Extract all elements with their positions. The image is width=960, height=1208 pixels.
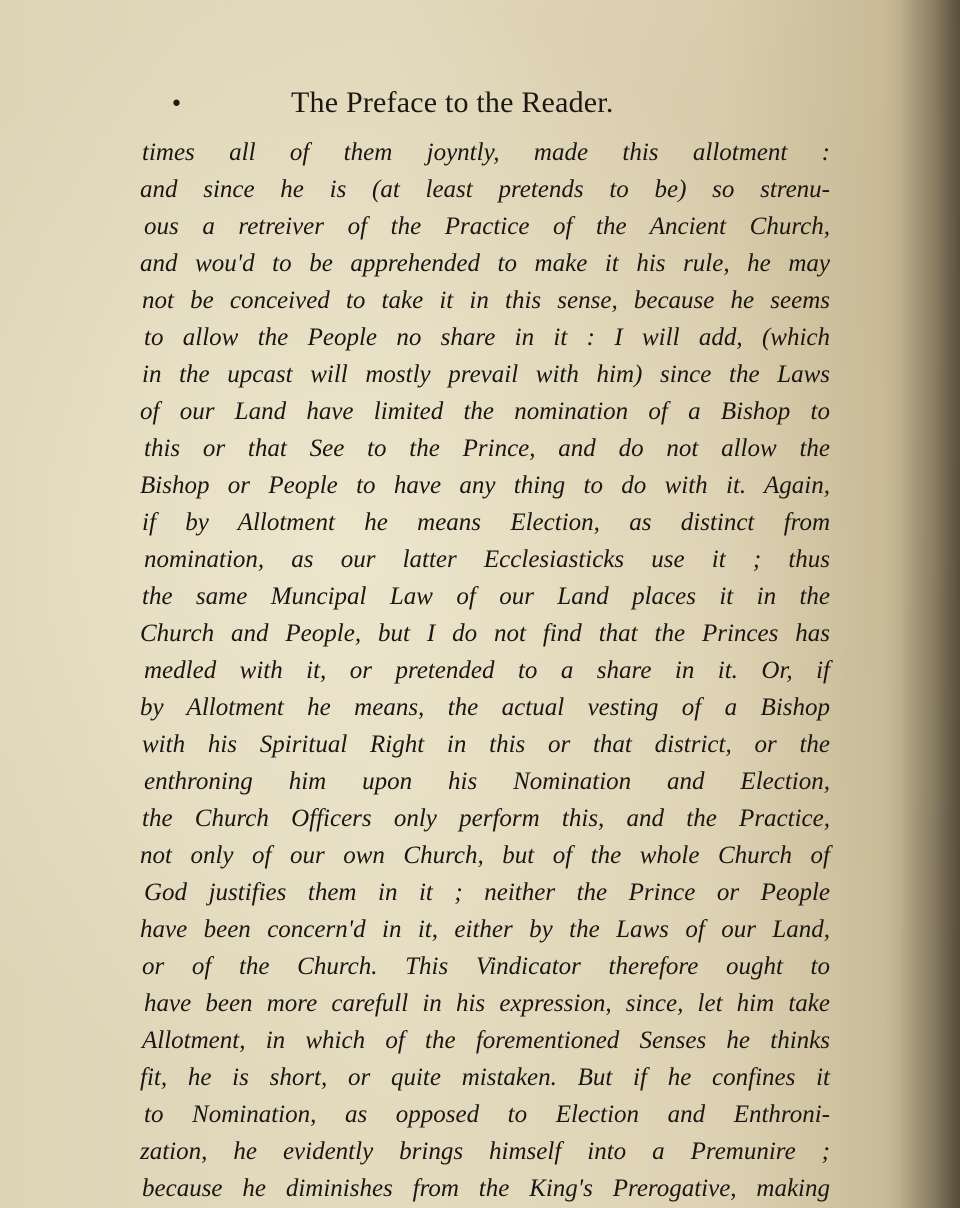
text-line: fit, he is short, or quite mistaken. But if he confines it — [140, 1064, 830, 1091]
page-mark: • — [170, 92, 183, 117]
text-line: Church and People, but I do not find that the Princes has — [140, 620, 830, 647]
text-line: ous a retreiver of the Practice of the Ancient Church, — [144, 213, 830, 240]
binding-gutter-shadow — [900, 0, 960, 1208]
text-line: in the upcast will mostly prevail with him) since the Laws — [142, 361, 830, 388]
text-line: by Allotment he means, the actual vesting of a Bishop — [140, 694, 830, 721]
text-line: nomination, as our latter Ecclesiasticks use it ; thus — [144, 546, 830, 573]
running-head: The Preface to the Reader. — [291, 86, 614, 119]
text-line: because he diminishes from the King's Prerogative, making — [142, 1175, 830, 1202]
text-line: to Nomination, as opposed to Election and Enthroni- — [144, 1101, 830, 1128]
text-line: the Church Officers only perform this, and the Practice, — [142, 805, 830, 832]
text-line: not be conceived to take it in this sense, because he seems — [142, 287, 830, 314]
text-line: with his Spiritual Right in this or that district, or the — [142, 731, 830, 758]
text-line: the same Muncipal Law of our Land places it in the — [142, 583, 830, 610]
text-line: not only of our own Church, but of the whole Church of — [140, 842, 830, 869]
text-line: times all of them joyntly, made this allotment : — [142, 139, 830, 166]
text-line: have been more carefull in his expression, since, let him take — [144, 990, 830, 1017]
text-line: and since he is (at least pretends to be) so strenu- — [140, 176, 830, 203]
text-line: God justifies them in it ; neither the Prince or People — [144, 879, 830, 906]
text-line: have been concern'd in it, either by the Laws of our Land, — [140, 916, 830, 943]
page-header — [0, 86, 960, 130]
text-line: or of the Church. This Vindicator therefore ought to — [142, 953, 830, 980]
text-line: enthroning him upon his Nomination and Election, — [144, 768, 830, 795]
text-line: zation, he evidently brings himself into a Premunire ; — [140, 1138, 830, 1165]
text-line: of our Land have limited the nomination of a Bishop to — [140, 398, 830, 425]
text-line: Allotment, in which of the forementioned Senses he thinks — [142, 1027, 830, 1054]
body-text — [140, 134, 830, 1207]
text-line: to allow the People no share in it : I will add, (which — [144, 324, 830, 351]
text-line: this or that See to the Prince, and do not allow the — [144, 435, 830, 462]
text-line: medled with it, or pretended to a share in it. Or, if — [144, 657, 830, 684]
text-line: Bishop or People to have any thing to do with it. Again, — [140, 472, 830, 499]
text-line: and wou'd to be apprehended to make it his rule, he may — [140, 250, 830, 277]
text-line: if by Allotment he means Election, as distinct from — [142, 509, 830, 536]
